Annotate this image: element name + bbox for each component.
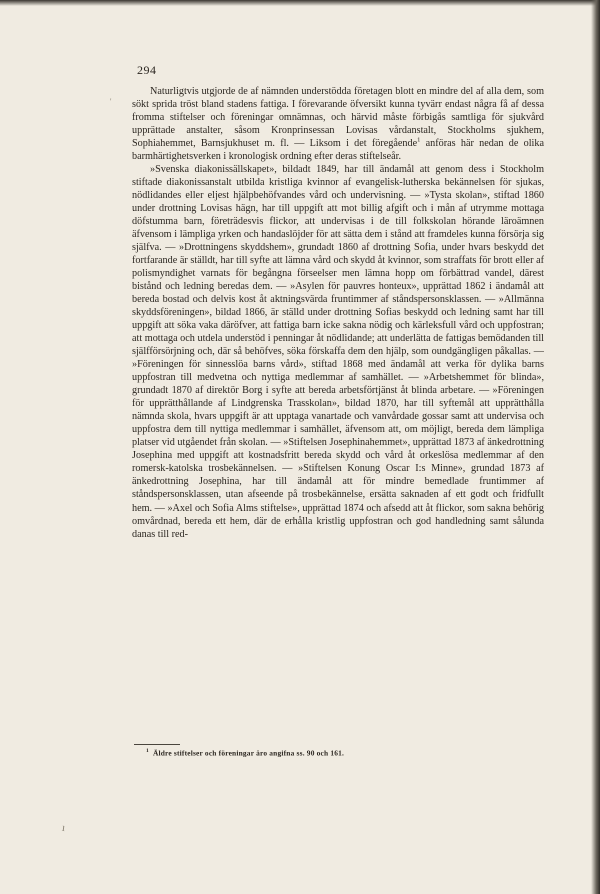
paragraph-institutions: »Svenska diakonissällskapet», bildadt 1849, har till ändamål att genom dess i Stockholm stiftade diakonissanstalt utbilda kristliga kvinnor af evangelisk-lutherska bekännelsen för sjukas, nödlidandes eller eljest hjälpbehöfvandes vård och undervisning. — »Tysta skolan», stiftad 1860 under drottning Lovisas hägn, har till uppgift att mot billig afgift och i mån af utrymme mottaga döfstumma barn, företrädesvis flickor, att undervisas i de till folkskolan hörande läroämnen äfvensom i lämpliga yrken och handaslöjder för att sätta dem i stånd att framdeles kunna försörja sig själfva. — »Drottningens skyddshem», grundadt 1860 af drottning Sofia, under hvars beskydd det fortfarande är ställdt, har till syfte att lämna vård och skydd åt kvinnor, som straffats för brott eller af polismyndighet varnats för begångna förseelser men lämna hopp om förbättrad vandel, därest bistånd och ledning beredas dem. — »Asylen för pauvres honteux», upprättad 1862 i ändamål att bereda bostad och delvis kost åt aktningsvärda fruntimmer af ståndspersonsklassen. — »Allmänna skyddsföreningen», bildad 1866, är ställd under drottning Sofias beskydd och ledning samt har till uppgift att söka vaka däröfver, att fattiga barn icke sakna nödig och kärleksfull vård och uppfostran; att mottaga och utdela understöd i penningar åt nödlidande; att underlätta de fattigas bemödanden till själfförsörjning och, där så behöfves, söka förskaffa dem den hjälp, som oundgängligen påkallas. — »Föreningen för sinnesslöa barns vård», stiftad 1868 med ändamål att verka för dylika barns uppfostran till medvetna och nyttiga medlemmar af samhället. — »Arbetshemmet för blinda», grundadt 1870 af direktör Borg i syfte att bereda arbetsförtjänst åt blinda arbetare. — »Föreningen för upprätthållande af Lindgrenska Trasskolan», bildad 1870, har till syftemål att upprätthålla nämnda skola, hvars uppgift är att upptaga vanartade och vanvårdade gossar samt att undervisa och uppfostra dem till nyttiga medlemmar i samhället, äfvensom att, om möjligt, bereda dem lämpliga platser vid utgåendet från skolan. — »Stiftelsen Josephinahemmet», upprättad 1873 af änkedrottning Josephina med uppgift att kostnadsfritt bereda skydd och vård åt orkeslösa medlemmar af den romersk-katolska trosbekännelsen. — »Stiftelsen Konung Oscar I:s Minne», grundad 1873 af änkedrottning Josephina, har till ändamål att för mindre bemedlade fruntimmer af ståndspersonsklassen, utan afseende på trosbekännelse, ersätta saknaden af ett godt och fridfullt hem. — »Axel och Sofia Alms stiftelse», upprättad 1874 och afsedd att åt flickor, som sakna behörig omvårdnad, bereda ett hem, där de erhålla kristlig uppfostran och god handledning samt sålunda danas till red-	[132, 164, 544, 540]
margin-pencil-mark: ı	[61, 821, 66, 835]
paragraph-intro-text-a: Naturligtvis utgjorde de af nämnden understödda företagen blott en mindre del af alla dem, som sökt sprida tröst bland stadens fattiga. I förevarande öfversikt kunna tyvärr endast några få af dessa fromma stiftelser och föreningar omnämnas, och härvid måste förbigås samtliga för sjukvård upprättade anstalter, såsom Kronprinsessan Lovisas vårdanstalt, Stockholms sjukhem, Sophiahemmet, Barnsjukhuset m. fl. — Liksom i det föregående	[132, 86, 544, 150]
footnote-marker: 1	[146, 748, 149, 754]
scan-edge-top	[0, 0, 600, 6]
footnote-divider	[134, 744, 180, 745]
paragraph-intro	[132, 85, 544, 163]
footnote-text: Äldre stiftelser och föreningar äro angifna ss. 90 och 161.	[152, 748, 345, 758]
page-number: 294	[137, 63, 157, 77]
margin-mark: '	[110, 97, 112, 106]
paragraph-intro-text-b: anföras här nedan de olika barmhärtighetsverken i kronologisk ordning efter deras stiftelseår.	[132, 138, 544, 163]
body-text	[132, 85, 544, 541]
footnote	[146, 748, 344, 757]
footnote-reference[interactable]: 1	[417, 136, 421, 144]
scan-edge-right	[591, 0, 600, 894]
